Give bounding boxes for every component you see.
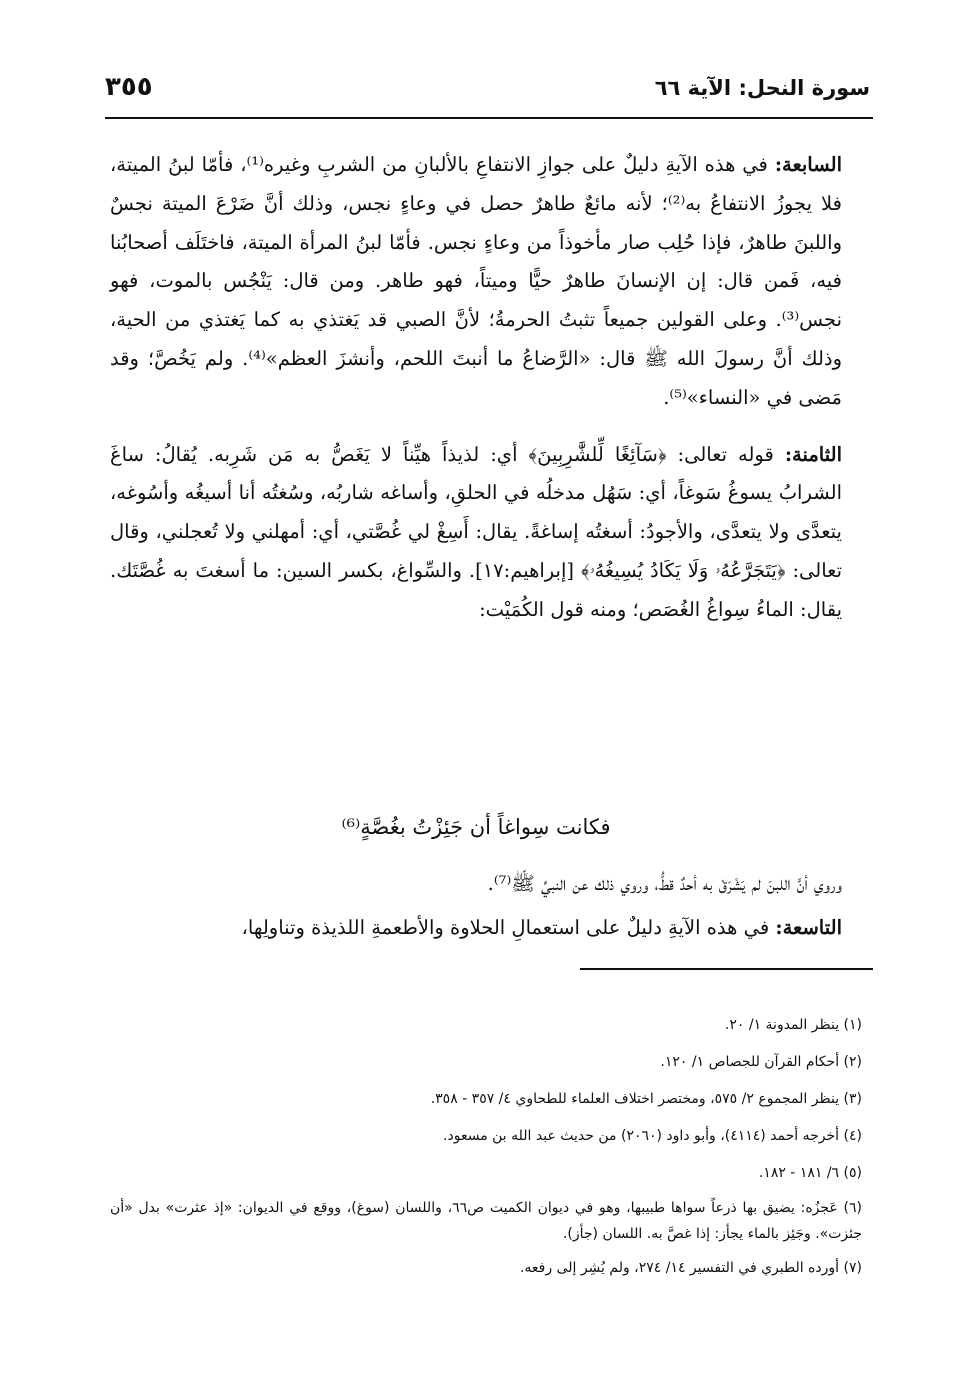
footnote: (٤) أخرجه أحمد (٤١١٤)، وأبو داود (٢٠٦٠) من حديث عبد الله بن مسعود. (443, 1128, 862, 1144)
section-lead: التاسعة: (775, 916, 842, 939)
section-text: في هذه الآيةِ دليلٌ على جوازِ الانتفاعِ بالألبانِ من الشربِ وغيره⁽¹⁾، فأمّا لبنُ الميتة، فلا يجوزُ الانتفاعُ به⁽²⁾؛ لأنه مائعٌ طاهرٌ حصل في وعاءٍ نجس، وذلك أنَّ ضَرْعَ الميتة نجسٌ واللبنَ طاهرٌ، فإذا حُلِب صار مأخوذاً من وعاءٍ نجس. فأمّا لبنُ المرأة الميتة، فاختَلَف أصحابُنا فيه، فَمن قال: إن الإنسانَ طاهرٌ حيًّا وميتاً، فهو طاهر. ومن قال: يَنْجُس بالموت، فهو نجس⁽³⁾. وعلى القولين جميعاً تثبتُ الحرمةُ؛ لأنَّ الصبي قد يَغتذي به كما يَغتذي من الحية، وذلك أنَّ رسولَ الله ﷺ قال: «الرَّضاعُ ما أنبتَ اللحم، وأنشزَ العظم»⁽⁴⁾. ولم يَخُصَّ؛ وقد مَضى في «النساء»⁽⁵⁾. (110, 153, 843, 409)
section-lead: السابعة: (774, 153, 842, 176)
footnote: (٣) ينظر المجموع ٢/ ٥٧٥، ومختصر اختلاف العلماء للطحاوي ٤/ ٣٥٧ - ٣٥٨. (430, 1091, 862, 1107)
footnote: (٧) أورده الطبري في التفسير ١٤/ ٢٧٤، ولم يُشِر إلى رفعه. (519, 1260, 862, 1276)
footnote: (٦) عَجزُه: يضيق بها ذرعاً سواها طبيبها، وهو في ديوان الكميت ص٦٦، واللسان (سوغ)، ووقع في الديوان: «إذ عثرت» بدل «أن جئزت». وجَئِز بالماء يجأز: إذا غصَّ به. اللسان (جأز). (110, 1200, 863, 1242)
main-text (110, 146, 842, 630)
page-header (105, 70, 870, 112)
narration-paragraph: وروي أنَّ اللبنَ لم يَشْرَقْ به أحدٌ قطُّ، وروي ذلك عن النبيِّ ﷺ⁽⁷⁾. (487, 872, 842, 895)
footnote: (٢) أحكام القرآن للجصاص ١/ ١٢٠. (660, 1054, 862, 1070)
running-title: سورة النحل: الآية ٦٦ (654, 76, 870, 100)
footnote: (١) ينظر المدونة ١/ ٢٠. (724, 1017, 862, 1033)
section-eighth (110, 436, 842, 630)
section-text: قوله تعالى: ﴿سَآئِغًا لِّلشَّٰرِبِينَ﴾ أي: لذيذاً هيِّناً لا يَغَصُّ به مَن شَرِبه. يُقالُ: ساغَ الشرابُ يسوغُ سَوغاً، أي: سَهُل مدخلُه في الحلقِ، وأساغه شاربُه، وسُغتُه أنا أسيغُه وأسُوغه، يتعدَّى ولا يتعدَّى، والأجودُ: أسغتُه إساغةً. يقال: أَسِغْ لي غُصَّتي، أي: أمهلني ولا تُعجلني، وقال تعالى: ﴿يَتَجَرَّعُهُۥ وَلَا يَكَادُ يُسِيغُهُۥ﴾ [إبراهيم:١٧]. والسِّواغ، بكسر السين: ما أسغتَ به غُصَّتَك. يقال: الماءُ سِواغُ الغُصَص؛ ومنه قول الكُمَيْت: (110, 442, 842, 621)
footnote: (٥) ٦/ ١٨١ - ١٨٢. (758, 1165, 862, 1181)
section-seventh (110, 146, 842, 418)
section-lead: الثامنة: (784, 442, 842, 466)
footnote-divider (580, 968, 873, 970)
footnotes (110, 1010, 862, 1290)
header-divider (105, 117, 873, 119)
page-number: ٣٥٥ (105, 72, 153, 102)
poetry-verse: فكانت سِواغاً أن جَئِزْتُ بغُصَّةٍ⁽⁶⁾ (341, 815, 611, 839)
section-ninth (110, 906, 842, 950)
section-text: في هذه الآيةِ دليلٌ على استعمالِ الحلاوة والأطعمةِ اللذيذة وتناولِها، (241, 916, 770, 939)
after-verse-text (110, 862, 842, 950)
